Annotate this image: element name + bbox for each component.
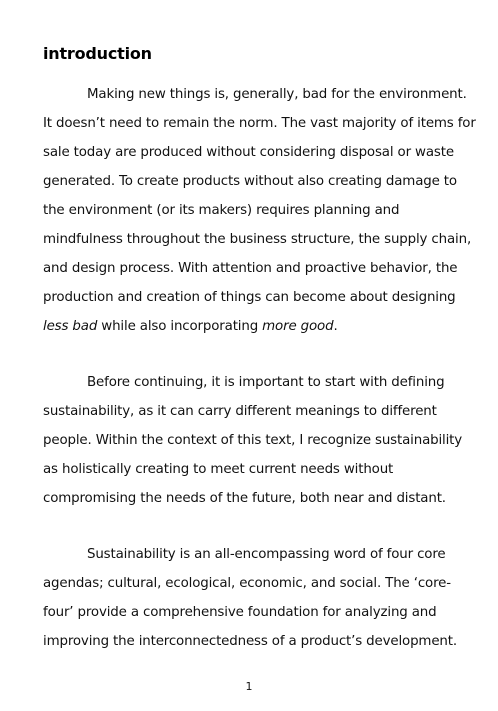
paragraph-line: the environment (or its makers) requires planning and — [43, 203, 400, 218]
paragraph-line-last — [43, 312, 463, 341]
paragraph-line: improving the interconnectedness of a product’s development. — [43, 634, 457, 649]
paragraph-3 — [43, 540, 463, 656]
paragraph-line: agendas; cultural, ecological, economic, and social. The ‘core- — [43, 576, 451, 591]
paragraph-text: . — [333, 319, 338, 334]
paragraph-line: mindfulness throughout the business structure, the supply chain, — [43, 232, 472, 247]
paragraph-line: compromising the needs of the future, both near and distant. — [43, 491, 446, 506]
emphasis-more-good: more good — [262, 319, 334, 334]
paragraph-line: people. Within the context of this text, I recognize sustainability — [43, 433, 463, 448]
section-heading: introduction — [43, 44, 152, 63]
paragraph-1 — [43, 80, 476, 341]
paragraph-line: as holistically creating to meet current needs without — [43, 462, 394, 477]
paragraph-line: sustainability, as it can carry different meanings to different — [43, 404, 437, 419]
paragraph-line: four’ provide a comprehensive foundation for analyzing and — [43, 605, 437, 620]
paragraph-2 — [43, 368, 463, 513]
paragraph-line: sale today are produced without considering disposal or waste — [43, 145, 454, 160]
paragraph-line: It doesn’t need to remain the norm. The vast majority of items for — [43, 116, 476, 131]
paragraph-text: while also incorporating — [97, 319, 263, 334]
emphasis-less-bad: less bad — [43, 319, 98, 334]
paragraph-line: production and creation of things can become about designing — [43, 290, 456, 305]
paragraph-line: Before continuing, it is important to start with defining — [87, 375, 445, 390]
page-number: 1 — [245, 680, 253, 693]
paragraph-line: Sustainability is an all-encompassing word of four core — [87, 547, 446, 562]
paragraph-line: Making new things is, generally, bad for the environment. — [87, 87, 467, 102]
paragraph-line: and design process. With attention and proactive behavior, the — [43, 261, 458, 276]
paragraph-line: generated. To create products without also creating damage to — [43, 174, 457, 189]
